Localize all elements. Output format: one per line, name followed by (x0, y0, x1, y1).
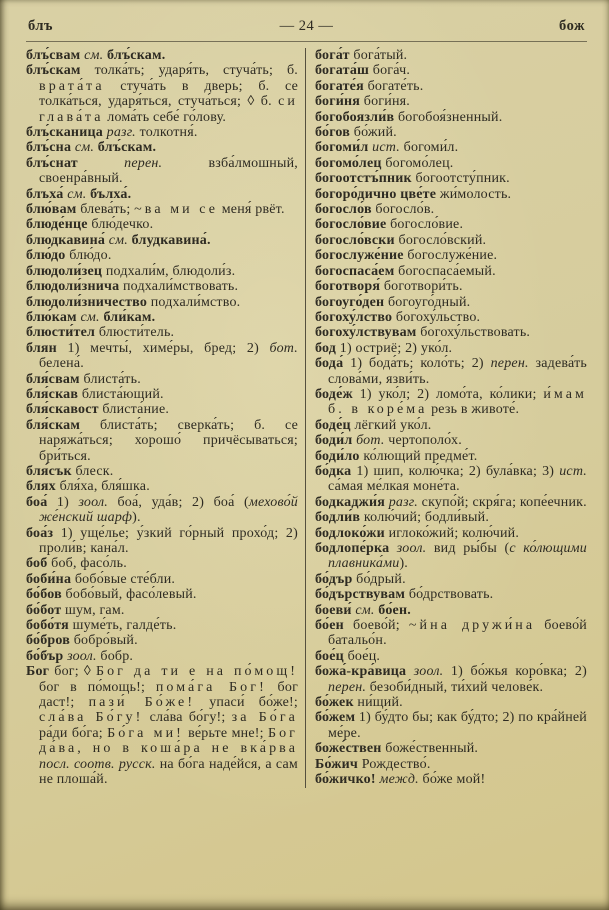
definition-text: бо́ен. (374, 602, 411, 618)
headword: бля́скав (26, 386, 82, 402)
definition-text: за Бо́га (231, 710, 298, 726)
dictionary-entry (26, 248, 298, 263)
definition-text: богосло́вский. (398, 232, 487, 248)
dictionary-entry (26, 325, 298, 340)
headword: бля́свам (26, 371, 84, 387)
definition-text: богобоя́зненный. (397, 109, 503, 125)
dictionary-entry (315, 664, 587, 695)
definition-text: бо́дрый. (356, 571, 406, 587)
definition-text: колю́чий; бодли́вый. (363, 510, 490, 526)
dictionary-entry (26, 387, 298, 402)
dictionary-entry (26, 295, 298, 310)
headword: боди́ло (315, 448, 364, 464)
definition-text: бълха́. (86, 186, 132, 202)
definition-text: см. (355, 602, 375, 618)
dictionary-entry (26, 187, 298, 202)
definition-text: бог в по́мощь!; (39, 679, 156, 695)
headword: блю́кам (26, 309, 81, 325)
headword: богоху́лство (315, 309, 396, 325)
definition-text: ни́щий. (357, 695, 403, 711)
definition-text: бо́же мой! (418, 772, 486, 788)
dictionary-entry (315, 649, 587, 664)
dictionary-entry (315, 140, 587, 155)
dictionary-entry (315, 757, 587, 772)
dictionary-entry (26, 618, 298, 633)
running-header (26, 14, 587, 41)
headword: боги́ня (315, 94, 364, 110)
dictionary-entry (26, 264, 298, 279)
definition-text: богосло́в. (375, 202, 435, 218)
headword: бо́бров (26, 633, 74, 649)
definition-text: ). (132, 510, 141, 526)
dictionary-columns (26, 48, 587, 788)
definition-text: 1) остриё; 2) уко́л. (339, 340, 453, 356)
headword: боже́ствен (315, 741, 386, 757)
definition-text: пази́ Бо́же! (88, 695, 196, 711)
dictionary-entry (26, 140, 298, 155)
headword: боде́ж (315, 386, 360, 402)
definition-text: подхали́м, блюдоли́з. (105, 263, 236, 279)
definition-text: блиста́ние. (102, 402, 170, 418)
headword: бода́ (315, 356, 351, 372)
definition-text: блиста́ть; сверка́ть; б. се наряжа́ться; хорошо́ причёсываться; бри́ться. (39, 417, 298, 464)
definition-text: бобо́вый, фасо́левый. (65, 587, 197, 603)
definition-text: бо́жий. (353, 125, 397, 141)
definition-text: меня́ рвёт. (218, 202, 285, 218)
dictionary-entry (26, 233, 298, 248)
headword: блъ́сканица (26, 125, 107, 141)
dictionary-entry (315, 387, 587, 418)
definition-text: лома́ть себе́ го́лову. (103, 109, 227, 125)
dictionary-entry (26, 603, 298, 618)
headword: бо́дър (315, 571, 357, 587)
headword: богата́ш (315, 63, 373, 79)
definition-text: бо́дрствовать. (408, 587, 494, 603)
headword: блюдоли́зец (26, 263, 106, 279)
headword: бод (315, 340, 340, 356)
definition-text: 1) бо́жья коро́вка; 2) (443, 664, 587, 680)
dictionary-entry (315, 587, 587, 602)
definition-text: на бо́га наде́йся, а сам не плоша́й. (39, 756, 298, 788)
definition-text: жи́молость. (439, 186, 512, 202)
definition-text: задева́ть слова́ми, язви́ть. (328, 356, 587, 387)
dictionary-entry (315, 695, 587, 710)
headword: богоотстъ́пник (315, 171, 416, 187)
dictionary-entry (26, 464, 298, 479)
definition-text: боа́, уда́в; 2) боа́ ( (108, 494, 249, 510)
definition-text: богоотсту́пник. (415, 171, 510, 187)
definition-text: ). (399, 556, 408, 572)
dictionary-entry (315, 171, 587, 186)
dictionary-entry (315, 603, 587, 618)
definition-text: 1) шип, колю́чка; 2) була́вка; 3) (356, 463, 560, 479)
definition-text: зоол. (67, 648, 97, 664)
headword: бога́т (315, 48, 354, 63)
dictionary-entry (315, 264, 587, 279)
definition-text: бое́ц. (347, 648, 381, 664)
definition-text: разг. (388, 494, 418, 510)
definition-text: резь в животе́. (427, 402, 520, 418)
definition-text: са́мая ме́лкая моне́та. (328, 479, 460, 495)
header-rule (26, 41, 587, 42)
definition-text: ра́ди бо́га; (39, 725, 108, 741)
definition-text: богосло́вие. (390, 217, 464, 233)
definition-text: блева́ть; (80, 202, 135, 218)
definition-text: блиста́ть. (83, 371, 141, 387)
dictionary-entry (26, 202, 298, 217)
definition-text: посл. соотв. русск. (39, 756, 156, 772)
headword: бо́гов (315, 125, 354, 141)
definition-text: шум, гам. (65, 602, 125, 618)
definition-text: см. (74, 140, 95, 156)
definition-text: и́мам б. в коре́ма (328, 386, 587, 418)
headword: боди́л (315, 433, 357, 449)
definition-text: богомо́лец. (385, 155, 454, 171)
headword: богоуго́ден (315, 294, 388, 310)
page-number: — 24 — (279, 18, 334, 34)
definition-text: чертополо́х. (384, 433, 462, 449)
dictionary-entry (26, 63, 298, 125)
definition-text: богоху́льствовать. (420, 325, 531, 341)
dictionary-entry (26, 402, 298, 417)
headword: боде́ц (315, 417, 355, 433)
headword: блю́до (26, 248, 70, 264)
headword: боби́на (26, 571, 75, 587)
dictionary-entry (315, 356, 587, 387)
dictionary-entry (315, 526, 587, 541)
dictionary-entry (26, 156, 298, 187)
definition-text: зоол. (78, 494, 108, 510)
definition-text: ист. (372, 140, 400, 156)
headword: бля́скавост (26, 402, 103, 418)
dictionary-entry (315, 94, 587, 109)
definition-text: боево́й; (353, 618, 409, 634)
definition-text: бобо́вые сте́бли. (74, 571, 176, 587)
definition-text: пома́га Бог! (155, 679, 267, 695)
definition-text: 1) уще́лье; у́зкий го́рный прохо́д; 2) проли́в; кана́л. (39, 525, 298, 556)
dictionary-entry (315, 572, 587, 587)
definition-text: подхали́мство. (150, 294, 241, 310)
headword: божа́-кра́вица (315, 664, 414, 680)
dictionary-entry (26, 572, 298, 587)
headword: бля́сък (26, 463, 76, 479)
headword: блях (26, 479, 60, 495)
headword: бо́ен (315, 618, 353, 634)
headword: бо́бов (26, 587, 66, 603)
headword: блъ́скам (26, 63, 95, 79)
definition-text: 1) уко́л; 2) ломо́та, ко́лики; (359, 386, 544, 402)
dictionary-entry (315, 63, 587, 78)
definition-text: ~йна дружи́на (408, 618, 536, 634)
definition-text: блъ́скам. (94, 140, 157, 156)
definition-text: бога́ч. (372, 63, 411, 79)
definition-text: бобр. (96, 648, 134, 664)
headword: богосло́в (315, 202, 376, 218)
headword: боб (26, 556, 52, 572)
dictionary-entry (26, 48, 298, 63)
definition-text: сла́ва бо́гу!; (143, 710, 232, 726)
definition-text: скупо́й; скря́га; копе́ечник. (417, 494, 587, 510)
headword: богате́я (315, 78, 368, 94)
headword: богоху́лствувам (315, 325, 421, 341)
headword: бодлопе́рка (315, 541, 397, 556)
headword: блъ́снат (26, 155, 125, 171)
headword: боа́з (26, 525, 61, 541)
headword: богобоязли́в (315, 109, 398, 125)
dictionary-entry (315, 618, 587, 649)
definition-text: упаси́ бо́же!; (195, 695, 299, 711)
definition-text: см. (80, 309, 100, 325)
dictionary-entry (315, 217, 587, 232)
dictionary-entry (26, 495, 298, 526)
dictionary-entry (315, 325, 587, 340)
dictionary-entry (315, 495, 587, 510)
definition-text: перен. (328, 679, 367, 695)
definition-text: блюсти́тель. (98, 325, 175, 341)
dictionary-entry (315, 295, 587, 310)
definition-text: лёгкий уко́л. (354, 417, 432, 433)
headword: боа́ (26, 494, 57, 510)
definition-text: Бо́га ми! (107, 725, 184, 741)
definition-text: ~ва ми се (134, 202, 219, 218)
dictionary-entry (315, 741, 587, 756)
definition-text: безоби́дный, ти́хий челове́к. (366, 679, 544, 695)
dictionary-entry (315, 541, 587, 572)
dictionary-entry (315, 433, 587, 448)
definition-text: ист. (559, 463, 587, 479)
definition-text: блудкавина́. (127, 232, 211, 248)
headword: блюде́нце (26, 217, 92, 233)
dictionary-entry (26, 279, 298, 294)
headword: бодли́в (315, 510, 364, 526)
headword: блюдоли́зничество (26, 294, 151, 310)
definition-text: толка́ть; ударя́ть, стуча́ть; б. (94, 63, 298, 79)
definition-text: стуча́ть в дверь; б. се толка́ться, ударя́ться, стуча́ться; ◊ б. (39, 78, 298, 110)
headword: богосло́вие (315, 217, 391, 233)
headword: богомо́лец (315, 155, 386, 171)
definition-text: бля́ха, бля́шка. (59, 479, 150, 495)
headword: блюдкавина́ (26, 232, 109, 248)
dictionary-entry (26, 341, 298, 372)
dictionary-entry (26, 526, 298, 557)
dictionary-entry (315, 418, 587, 433)
definition-text: блиста́ющий. (81, 386, 164, 402)
dictionary-entry (315, 233, 587, 248)
definition-text: шуме́ть, галде́ть. (72, 618, 177, 634)
definition-text: Рождество́. (361, 756, 431, 772)
definition-text: блъ́скам. (103, 48, 166, 63)
dictionary-entry (315, 248, 587, 263)
dictionary-entry (26, 310, 298, 325)
dictionary-entry (315, 510, 587, 525)
definition-text: боги́ня. (363, 94, 410, 110)
headword: бо́жем (315, 710, 359, 726)
dictionary-entry (315, 202, 587, 217)
headword: блюдоли́знича (26, 279, 123, 295)
headword: бодкаджи́я (315, 494, 389, 510)
definition-text: толкотня́. (135, 125, 198, 141)
definition-text: сла́ва Бо́гу! (39, 710, 144, 726)
dictionary-entry (315, 125, 587, 140)
headword: богосло́вски (315, 232, 399, 248)
headword: бо́бър (26, 648, 68, 664)
definition-text: зоол. (413, 664, 444, 680)
headword: богоспаса́ем (315, 263, 399, 279)
dictionary-entry (315, 48, 587, 63)
dictionary-entry (26, 649, 298, 664)
dictionary-entry (26, 587, 298, 602)
headword: Бог (26, 664, 55, 680)
definition-text: боево́й батальо́н. (328, 618, 587, 649)
definition-text: богоуго́дный. (387, 294, 471, 310)
definition-text: боже́ственный. (385, 741, 479, 757)
dictionary-entry (26, 217, 298, 232)
headword: богоро́дично цве́те (315, 186, 440, 202)
definition-text: Бог да́ва, но в коша́ра не вка́рва (39, 725, 298, 757)
dictionary-entry (26, 556, 298, 571)
dictionary-entry (315, 341, 587, 356)
definition-text: 1) (56, 494, 79, 510)
definition-text: 1) бода́ть; коло́ть; 2) (350, 356, 491, 372)
definition-text: врата́та (39, 78, 105, 94)
definition-text: си глава́та (39, 94, 298, 125)
definition-text: бли́кам. (99, 309, 156, 325)
headword: блян (26, 340, 68, 356)
definition-text: богоспаса́емый. (398, 263, 496, 279)
definition-text: блю́дечко. (91, 217, 154, 233)
dictionary-entry (26, 372, 298, 387)
definition-text: ве́рьте мне!; (183, 725, 268, 741)
headword: бо́дърствувам (315, 587, 409, 603)
dictionary-entry (26, 418, 298, 464)
definition-text: блеск. (75, 463, 114, 479)
dictionary-entry (26, 664, 298, 787)
header-guide-word-right: бож (559, 18, 585, 34)
dictionary-entry (26, 479, 298, 494)
definition-text: богоху́льство. (395, 309, 481, 325)
definition-text: взба́лмошный, своенра́вный. (39, 155, 298, 187)
headword: богоми́л (315, 140, 373, 156)
definition-text: перен. (124, 155, 163, 171)
dictionary-entry (315, 187, 587, 202)
dictionary-entry (315, 449, 587, 464)
headword: бо́бот (26, 602, 66, 618)
definition-text: богоми́л. (399, 140, 459, 156)
dictionary-entry (315, 110, 587, 125)
definition-text: 1) мечты́, химе́ры, бред; 2) (67, 340, 270, 356)
dictionary-entry (315, 79, 587, 94)
headword: бо́дка (315, 463, 357, 479)
dictionary-entry (315, 156, 587, 171)
right-column column-divider (305, 48, 587, 788)
dictionary-entry (315, 710, 587, 741)
dictionary-entry (315, 772, 587, 787)
definition-text: бот. (269, 340, 298, 356)
headword: бодлоко́жи (315, 525, 389, 541)
definition-text: богослуже́ние. (407, 248, 498, 264)
headword: бо́жек (315, 695, 358, 711)
definition-text: боготвори́ть. (383, 279, 463, 295)
headword: бля́скам (26, 417, 100, 433)
headword: Бо́жич (315, 756, 362, 772)
definition-text: белена́. (39, 356, 84, 372)
headword: блюсти́тел (26, 325, 99, 341)
dictionary-entry (315, 310, 587, 325)
headword: бобо́тя (26, 618, 73, 634)
headword: блю́вам (26, 202, 81, 218)
header-guide-word-left: блъ (28, 18, 53, 34)
definition-text: разг. (106, 125, 136, 141)
definition-text: межд. (379, 772, 419, 788)
definition-text: бобро́вый. (73, 633, 138, 649)
definition-text: бог даст!; (39, 679, 299, 711)
definition-text: см. (84, 48, 104, 63)
headword: бое́ц (315, 648, 348, 664)
dictionary-entry (26, 633, 298, 648)
definition-text: мехово́й же́нский шарф (39, 494, 298, 526)
definition-text: бог; ◊ (54, 664, 96, 680)
definition-text: с ко́лющими плавника́ми (328, 541, 588, 572)
headword: боготворя́ (315, 279, 384, 295)
dictionary-entry (315, 279, 587, 294)
definition-text: зоол. (396, 541, 427, 556)
definition-text: подхали́мствовать. (122, 279, 239, 295)
definition-text: ко́лющий предме́т. (363, 448, 478, 464)
definition-text: см. (67, 186, 87, 202)
definition-text: 1) бу́дто бы; как бу́дто; 2) по кра́йней ме́ре. (328, 710, 587, 741)
headword: блъ́свам (26, 48, 85, 63)
definition-text: Бог да ти е на по́мощ! (95, 664, 298, 680)
dictionary-entry (315, 464, 587, 495)
definition-text: перен. (490, 356, 529, 372)
headword: блъха́ (26, 186, 68, 202)
definition-text: блю́до. (69, 248, 112, 264)
left-column (26, 48, 305, 788)
definition-text: боб, фасо́ль. (51, 556, 127, 572)
definition-text: см. (108, 232, 128, 248)
headword: боеви́ (315, 602, 356, 618)
definition-text: вид ры́бы ( (426, 541, 510, 556)
definition-text: богате́ть. (367, 78, 424, 94)
headword: богослуже́ние (315, 248, 408, 264)
dictionary-entry (26, 125, 298, 140)
definition-text: бот. (356, 433, 385, 449)
definition-text: иглоко́жий; колю́чий. (388, 525, 520, 541)
definition-text: бога́тый. (353, 48, 408, 63)
headword: блъ́сна (26, 140, 75, 156)
headword: бо́жичко! (315, 772, 380, 788)
